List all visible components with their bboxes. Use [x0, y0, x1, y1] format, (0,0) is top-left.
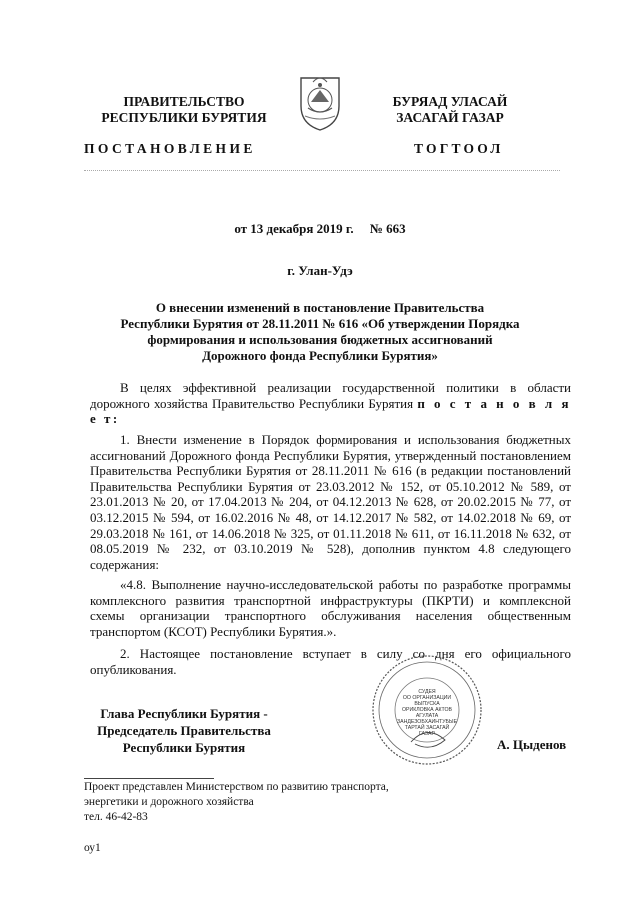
stamp-line-7: ТАРТАЙ ЗАСАГАЙ	[404, 725, 450, 731]
footer-divider	[84, 778, 214, 779]
preamble-paragraph	[90, 380, 571, 427]
issuer-buryat-line-2: ЗАСАГАЙ ГАЗАР	[396, 110, 504, 125]
signatory-title	[84, 705, 284, 756]
document-city: г. Улан-Удэ	[287, 263, 353, 278]
document-title	[100, 300, 540, 364]
item-2-paragraph: 2. Настоящее постановление вступает в силу со дня его официального опубликования.	[90, 646, 571, 677]
preamble-text: В целях эффективной реализации государственной политики в области дорожного хозяйства Правительство Республики Бурятия	[90, 380, 571, 411]
issuer-line-2: РЕСПУБЛИКИ БУРЯТИЯ	[101, 110, 267, 125]
stamp-line-5: АГУЛАТА	[415, 713, 439, 719]
footer-line-1: Проект представлен Министерством по развитию транспорта,	[84, 781, 389, 793]
footer-note	[84, 780, 484, 825]
stamp-line-4: ОРИКЛОВКА АКТОВ	[402, 707, 452, 713]
footer-line-2: энергетики и дорожного хозяйства	[84, 796, 254, 808]
header-divider	[84, 170, 560, 171]
title-line-2: Республики Бурятия от 28.11.2011 № 616 «Об утверждении Порядка	[120, 316, 520, 331]
decree-word: п о с т а н о в л я е т:	[90, 395, 572, 427]
official-stamp	[371, 654, 483, 766]
stamp-line-2: ОО ОРГАНИЗАЦИИ	[402, 695, 452, 701]
issuer-buryat-line-1: БУРЯАД УЛАСАЙ	[392, 94, 508, 109]
document-date-number: от 13 декабря 2019 г. № 663	[234, 221, 406, 236]
item-1-paragraph: 1. Внести изменение в Порядок формирования и использования бюджетных ассигнований Дорожного фонда Республики Бурятия, утвержденный постановлением Правительства Республики Бурятия от 28.11.2011 № 616 (в редакции постановлений Правительства Республики Бурятия от 23.03.2012 № 152, от 05.10.2012 № 589, от 23.01.2013 № 20, от 17.04.2013 № 204, от 04.12.2013 № 628, от 20.02.2015 № 77, от 03.12.2015 № 594, от 16.02.2016 № 48, от 14.12.2017 № 582, от 14.02.2018 № 69, от 29.03.2018 № 161, от 14.06.2018 № 325, от 01.11.2018 № 611, от 16.11.2018 № 632, от 08.05.2019 № 232, от 03.10.2019 № 528), дополнив пунктом 4.8 следующего содержания:	[90, 432, 571, 572]
title-line-3: формирования и использования бюджетных ассигнований	[147, 332, 493, 347]
buryatia-coat-of-arms-icon	[297, 72, 343, 132]
footer-line-3: тел. 46-42-83	[84, 811, 148, 823]
issuer-name-russian	[96, 94, 272, 126]
stamp-line-6: ЗАНДЕЗОБХАИНТУБЫЕ	[397, 719, 457, 725]
stamp-line-1: СУДЕЯ	[418, 689, 436, 695]
stamp-line-8: ГАЗАР	[419, 731, 435, 737]
document-type-russian: ПОСТАНОВЛЕНИЕ	[84, 141, 256, 156]
title-line-1: О внесении изменений в постановление Правительства	[155, 300, 485, 315]
stamp-line-3: ВЫПУСКА	[414, 701, 440, 707]
signatory-line-1: Глава Республики Бурятия -	[100, 706, 268, 721]
issuer-line-1: ПРАВИТЕЛЬСТВО	[123, 94, 245, 109]
signatory-line-3: Республики Бурятия	[122, 740, 246, 755]
document-code: оу1	[84, 842, 101, 854]
document-type-buryat: ТОГТООЛ	[414, 141, 504, 156]
signatory-name: А. Цыденов	[497, 737, 567, 752]
signatory-line-2: Председатель Правительства	[97, 723, 271, 738]
title-line-4: Дорожного фонда Республики Бурятия»	[202, 348, 438, 363]
item-1-quote-paragraph: «4.8. Выполнение научно-исследовательской работы по разработке программы комплексного развития транспортной инфраструктуры (ПКРТИ) и комплексной схемы организации транспортного обслуживания населения общественным транспортом (КСОТ) Республики Бурятия.».	[90, 577, 571, 639]
issuer-name-buryat	[372, 94, 528, 126]
